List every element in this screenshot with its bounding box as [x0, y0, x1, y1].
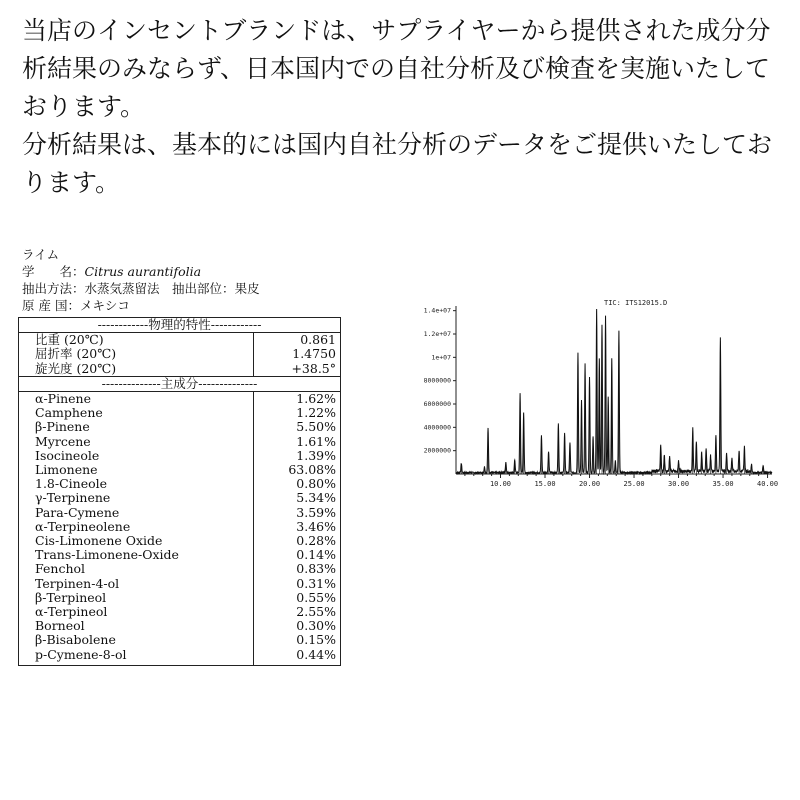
chart-title: TIC: ITS12015.D [604, 299, 668, 307]
extraction-row [22, 280, 260, 297]
component-row-value: 0.80% [254, 477, 341, 491]
component-row-value: 3.46% [254, 520, 341, 534]
physical-property-row-label: 旋光度 (20℃) [35, 360, 117, 376]
y-tick-label: 6000000 [423, 400, 451, 408]
component-row-label: β-Pinene [35, 419, 90, 435]
component-row [19, 506, 341, 520]
component-row [19, 577, 341, 591]
intro-paragraph-2: 分析結果は、基本的には国内自社分析のデータをご提供いたしております。 [22, 130, 773, 197]
component-row-label: Myrcene [35, 433, 91, 449]
origin-country: メキシコ [79, 298, 130, 313]
physical-property-row-label: 屈折率 (20℃) [35, 346, 117, 362]
y-tick-label: 2000000 [423, 446, 451, 455]
component-row [19, 449, 341, 463]
scientific-name-row [22, 263, 260, 280]
analysis-table [18, 317, 341, 666]
component-row [19, 406, 341, 420]
component-row [19, 534, 341, 548]
physical-property-row-value: 0.861 [254, 333, 341, 348]
component-row [19, 633, 341, 647]
physical-properties-header [19, 318, 341, 333]
component-row-label: Camphene [35, 405, 103, 421]
component-row-label: α-Terpineolene [35, 518, 131, 534]
physical-property-row [19, 333, 341, 348]
component-row-label: Limonene [35, 462, 98, 478]
component-row-value: 63.08% [254, 463, 341, 477]
component-row [19, 605, 341, 619]
component-row-label: 1.8-Cineole [35, 476, 108, 492]
y-tick-label: 1.2e+07 [423, 330, 451, 338]
component-row-label: Isocineole [35, 447, 100, 463]
component-row-value: 0.14% [254, 548, 341, 562]
component-row-value: 1.22% [254, 406, 341, 420]
component-row-value: 5.34% [254, 491, 341, 505]
extraction-part: 果皮 [234, 281, 260, 296]
component-row-label: Para-Cymene [35, 504, 120, 520]
analysis-table-body [19, 318, 341, 666]
physical-properties-header-label: ------------物理的特性------------ [19, 318, 341, 333]
extraction-method: 水蒸気蒸留法 [84, 281, 160, 296]
x-tick-label: 25.00 [623, 480, 645, 488]
component-row-value: 1.39% [254, 449, 341, 463]
component-row-value: 0.15% [254, 633, 341, 647]
product-name: ライム [22, 247, 60, 262]
component-row [19, 619, 341, 633]
component-row [19, 548, 341, 562]
component-row-label: β-Bisabolene [35, 632, 116, 648]
y-tick-label: 1.4e+07 [423, 306, 451, 315]
component-row-value: 0.55% [254, 591, 341, 605]
components-header-label: --------------主成分-------------- [19, 376, 341, 391]
intro-paragraph-1: 当店のインセントブランドは、サプライヤーから提供された成分分析結果のみならず、日本国内での自社分析及び検査を実施いたしております。 [22, 16, 771, 121]
chromatogram-trace [456, 309, 772, 473]
component-row-value: 0.83% [254, 562, 341, 576]
component-row-value: 0.31% [254, 577, 341, 591]
component-row-value: 1.61% [254, 435, 341, 449]
intro-text [22, 12, 782, 202]
component-row-label: α-Pinene [35, 391, 91, 407]
physical-property-row-label: 比重 (20℃) [35, 332, 104, 348]
component-row-value: 3.59% [254, 506, 341, 520]
component-row [19, 435, 341, 449]
component-row-value: 5.50% [254, 420, 341, 434]
part-label: 抽出部位： [172, 281, 235, 296]
x-tick-label: 20.00 [578, 480, 601, 488]
scientific-name: Citrus aurantifolia [84, 264, 202, 279]
component-row [19, 562, 341, 576]
physical-property-row [19, 362, 341, 377]
component-row [19, 477, 341, 491]
component-row [19, 648, 341, 666]
x-tick-label: 10.00 [489, 480, 512, 488]
component-row [19, 392, 341, 407]
product-meta [22, 246, 260, 314]
scientific-name-label: 学 名： [22, 264, 85, 279]
y-tick-label: 8000000 [423, 376, 451, 385]
component-row [19, 520, 341, 534]
component-row-label: p-Cymene-8-ol [35, 646, 127, 662]
component-row-label: Fenchol [35, 561, 86, 577]
chromatogram-chart [404, 292, 784, 492]
origin-row [22, 297, 260, 314]
component-row [19, 463, 341, 477]
extraction-label: 抽出方法： [22, 281, 85, 296]
component-row [19, 591, 341, 605]
components-header [19, 376, 341, 391]
x-tick-label: 15.00 [534, 480, 556, 488]
x-tick-label: 40.00 [757, 480, 779, 488]
component-row [19, 420, 341, 434]
physical-property-row [19, 347, 341, 361]
component-row-value: 1.62% [254, 392, 341, 407]
origin-label: 原 産 国： [22, 298, 80, 313]
y-tick-label: 1e+07 [431, 353, 451, 362]
component-row-value: 2.55% [254, 605, 341, 619]
component-row-label: Borneol [35, 618, 85, 634]
component-row [19, 491, 341, 505]
component-row-label: γ-Terpinene [35, 490, 111, 506]
component-row-label: Cis-Limonene Oxide [35, 533, 163, 549]
component-row-label: Trans-Limonene-Oxide [35, 547, 179, 563]
component-row-value: 0.44% [254, 648, 341, 666]
component-row-label: α-Terpineol [35, 604, 108, 620]
component-row-value: 0.28% [254, 534, 341, 548]
component-row-label: Terpinen-4-ol [35, 575, 120, 591]
physical-property-row-value: 1.4750 [254, 347, 341, 361]
component-row-label: β-Terpineol [35, 589, 107, 605]
y-tick-label: 4000000 [423, 423, 451, 432]
physical-property-row-value: +38.5° [254, 362, 341, 377]
x-tick-label: 30.00 [667, 480, 690, 488]
x-tick-label: 35.00 [712, 480, 734, 488]
component-row-value: 0.30% [254, 619, 341, 633]
